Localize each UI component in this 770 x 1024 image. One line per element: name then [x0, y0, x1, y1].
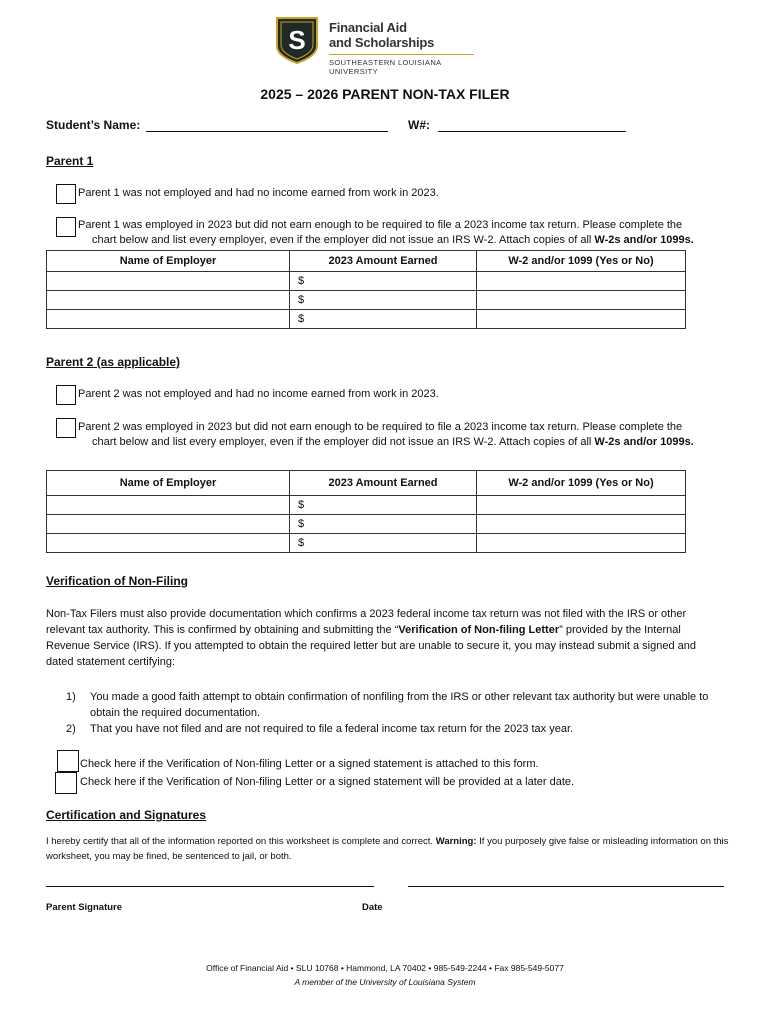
- letter-later-label: Check here if the Verification of Non-filing Letter or a signed statement will be provided at a later date.: [80, 776, 575, 788]
- employer-name-cell[interactable]: [47, 515, 290, 534]
- parent2-employer-table: [46, 470, 686, 553]
- parent2-not-employed-checkbox[interactable]: [56, 385, 76, 405]
- parent2-heading: Parent 2 (as applicable): [46, 355, 181, 369]
- w2-1099-cell[interactable]: [477, 496, 686, 515]
- financial-aid-logo: [275, 16, 485, 76]
- form-title: 2025 – 2026 PARENT NON-TAX FILER: [260, 86, 510, 102]
- parent2-not-employed-label: Parent 2 was not employed and had no income earned from work in 2023.: [78, 388, 439, 400]
- amount-earned-cell[interactable]: $: [290, 272, 477, 291]
- amount-earned-cell[interactable]: $: [290, 534, 477, 553]
- w2-1099-cell[interactable]: [477, 291, 686, 310]
- amount-earned-cell[interactable]: $: [290, 496, 477, 515]
- list-item: 1) You made a good faith attempt to obtain confirmation of nonfiling from the IRS or other relevant tax authority but were unable to obtain the required documentation.: [66, 691, 709, 719]
- employer-name-cell[interactable]: [47, 291, 290, 310]
- parent1-employer-table: [46, 250, 686, 329]
- column-header: 2023 Amount Earned: [290, 471, 477, 496]
- w2-1099-cell[interactable]: [477, 272, 686, 291]
- letter-later-checkbox[interactable]: [55, 772, 77, 794]
- student-name-field[interactable]: [146, 131, 388, 132]
- column-header: W-2 and/or 1099 (Yes or No): [477, 471, 686, 496]
- letter-attached-label: Check here if the Verification of Non-filing Letter or a signed statement is attached to this form.: [80, 758, 539, 770]
- shield-logo-icon: [275, 16, 319, 64]
- certification-list: [66, 689, 716, 737]
- column-header: 2023 Amount Earned: [290, 251, 477, 272]
- footer-system: A member of the University of Louisiana System: [294, 977, 476, 987]
- parent1-heading: Parent 1: [46, 154, 94, 168]
- parent1-employed-label: Parent 1 was employed in 2023 but did not earn enough to be required to file a 2023 income tax return. Please complete the chart below and list every employer, even if the employer did not issue an IRS W-2. Attach copies of all W-2s and/or 1099s.: [78, 219, 694, 246]
- logo-text-line1: Financial Aid: [329, 20, 407, 35]
- table-header-row: [47, 471, 686, 496]
- employer-name-cell[interactable]: [47, 310, 290, 329]
- amount-earned-cell[interactable]: $: [290, 515, 477, 534]
- parent2-employed-label: Parent 2 was employed in 2023 but did not earn enough to be required to file a 2023 income tax return. Please complete the chart below and list every employer, even if the employer did not issue an IRS W-2. Attach copies of all W-2s and/or 1099s.: [78, 421, 694, 448]
- employer-name-cell[interactable]: [47, 534, 290, 553]
- w-number-label: W#:: [408, 118, 430, 132]
- parent1-not-employed-label: Parent 1 was not employed and had no income earned from work in 2023.: [78, 187, 439, 199]
- date-label: Date: [362, 902, 383, 913]
- amount-earned-cell[interactable]: $: [290, 291, 477, 310]
- table-row: [47, 310, 686, 329]
- table-row: [47, 272, 686, 291]
- column-header: W-2 and/or 1099 (Yes or No): [477, 251, 686, 272]
- employer-name-cell[interactable]: [47, 496, 290, 515]
- column-header: Name of Employer: [47, 251, 290, 272]
- verification-heading: Verification of Non-Filing: [46, 574, 188, 588]
- table-row: [47, 291, 686, 310]
- table-header-row: [47, 251, 686, 272]
- verification-paragraph: Non-Tax Filers must also provide documentation which confirms a 2023 federal income tax return was not filed with the IRS or other relevant tax authority. This is confirmed by obtaining and submitting the “Verification of Non-filing Letter” provided by the Internal Revenue Service (IRS). If you attempted to obtain the required letter but are unable to secure it, you may instead submit a signed and dated statement certifying:: [46, 608, 696, 668]
- employer-name-cell[interactable]: [47, 272, 290, 291]
- certification-statement: I hereby certify that all of the information reported on this worksheet is complete and correct. Warning: If you purposely give false or misleading information on this worksheet, you may be fined, be sentenced to jail, or both.: [46, 836, 729, 862]
- logo-divider: [329, 54, 474, 55]
- w2-1099-cell[interactable]: [477, 310, 686, 329]
- parent-signature-label: Parent Signature: [46, 902, 123, 913]
- footer-contact: Office of Financial Aid • SLU 10768 • Hammond, LA 70402 • 985-549-2244 • Fax 985-549-5077: [206, 963, 564, 973]
- svg-text:S: S: [288, 25, 306, 55]
- w-number-field[interactable]: [438, 131, 626, 132]
- table-row: [47, 534, 686, 553]
- amount-earned-cell[interactable]: $: [290, 310, 477, 329]
- parent-signature-field[interactable]: [46, 886, 374, 887]
- list-item: 2) That you have not filed and are not required to file a federal income tax return for the 2023 tax year.: [66, 723, 574, 735]
- column-header: Name of Employer: [47, 471, 290, 496]
- parent1-not-employed-checkbox[interactable]: [56, 184, 76, 204]
- letter-attached-checkbox[interactable]: [57, 750, 79, 772]
- student-name-label: Student’s Name:: [46, 118, 141, 132]
- table-row: [47, 515, 686, 534]
- certification-heading: Certification and Signatures: [46, 808, 207, 822]
- date-field[interactable]: [408, 886, 724, 887]
- parent2-employed-checkbox[interactable]: [56, 418, 76, 438]
- table-row: [47, 496, 686, 515]
- logo-university-name: SOUTHEASTERN LOUISIANA UNIVERSITY: [329, 58, 442, 76]
- logo-text-line2: and Scholarships: [329, 35, 435, 50]
- parent1-employed-checkbox[interactable]: [56, 217, 76, 237]
- w2-1099-cell[interactable]: [477, 515, 686, 534]
- w2-1099-cell[interactable]: [477, 534, 686, 553]
